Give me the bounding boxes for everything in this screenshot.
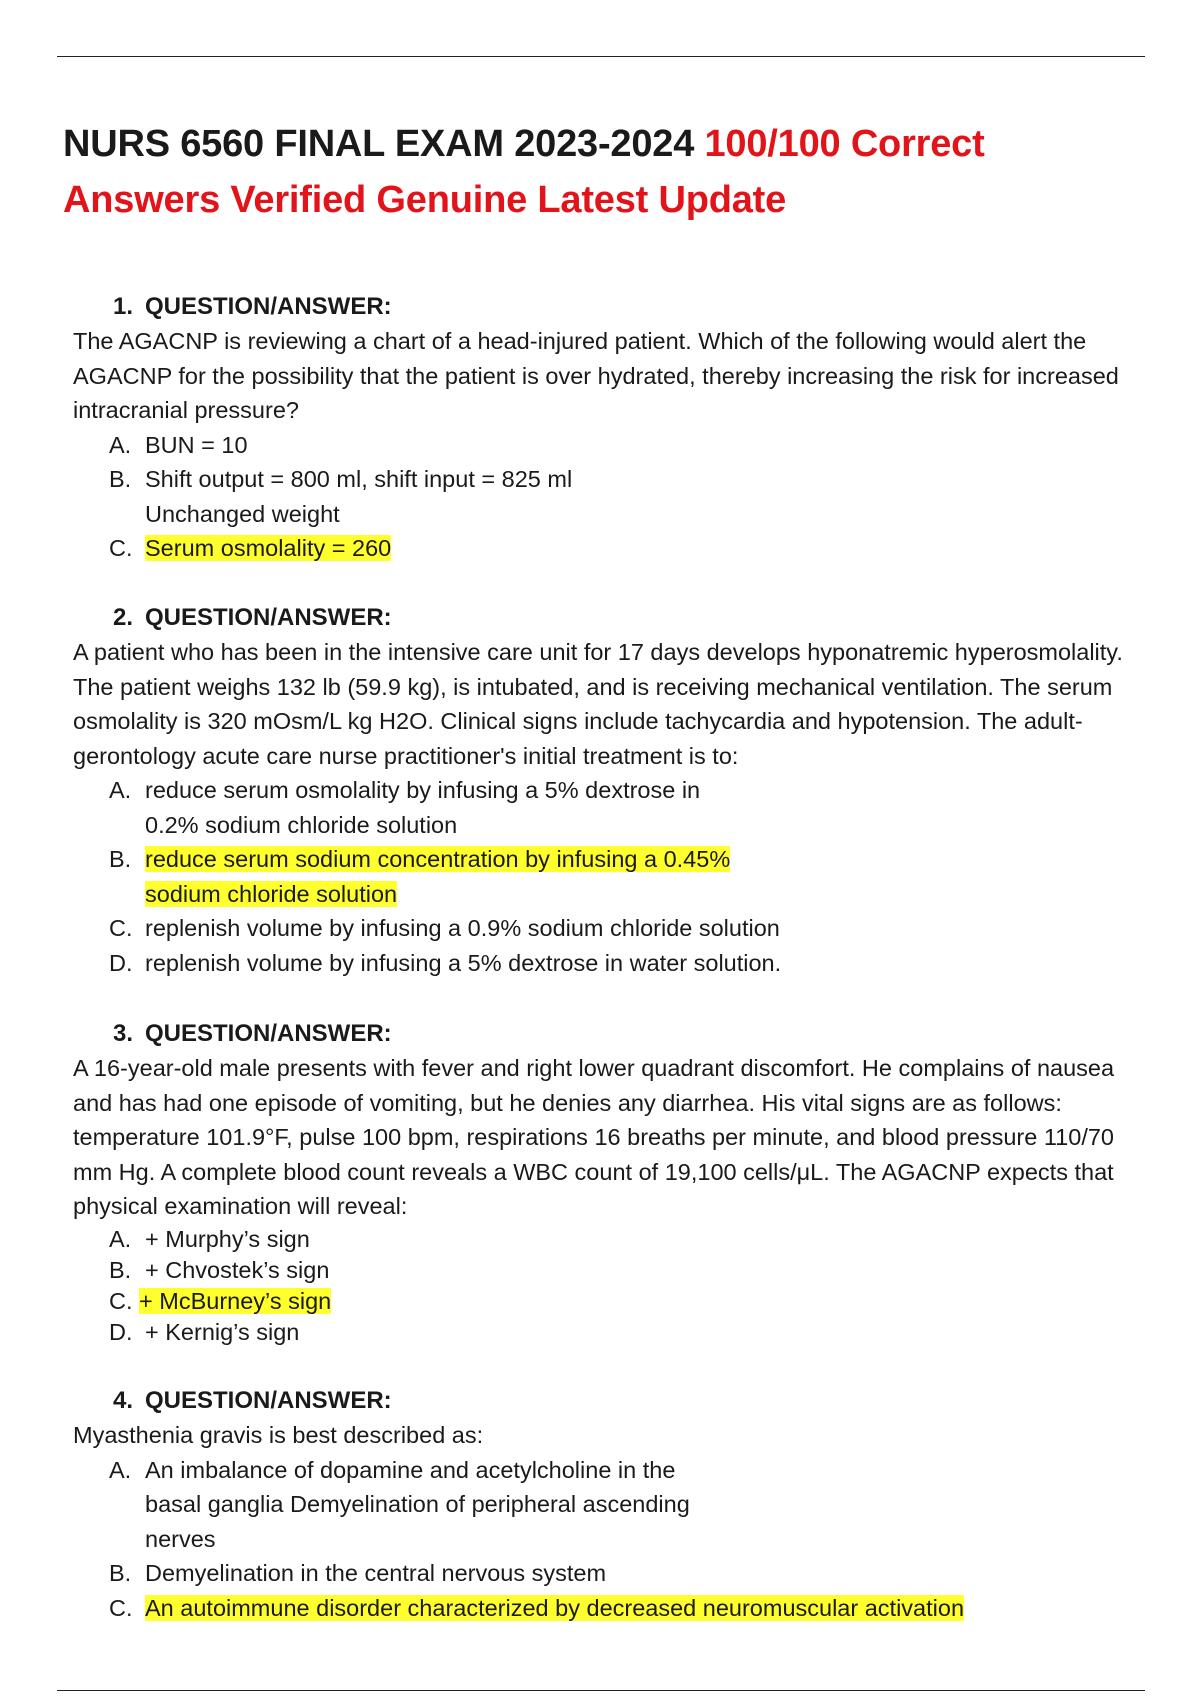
top-rule [57, 56, 1145, 57]
bottom-rule [57, 1690, 1145, 1691]
option-d [73, 1317, 1153, 1348]
option-letter: C. [109, 1594, 133, 1621]
option-text: + Murphy’s sign [145, 1225, 310, 1252]
option-b [73, 1255, 1153, 1286]
option-a [73, 428, 1153, 463]
title-red-1: 100/100 Correct [704, 123, 985, 165]
option-letter: A. [109, 431, 132, 458]
option-letter: C. [109, 915, 133, 941]
option-letter: A. [109, 1456, 132, 1483]
question-text: Myasthenia gravis is best described as: [73, 1422, 484, 1448]
correct-answer-highlight: Serum osmolality = 260 [145, 535, 392, 561]
question-text: A patient who has been in the intensive care unit for 17 days develops hyponatremic hyperosmolality. The patient weighs 132 lb (59.9 kg), is intubated, and is receiving mechanical ventilation. The serum osmolality is 320 mOsm/L kg H2O. Clinical signs include tachycardia and hypotension. The adult-gerontology acute care nurse practitioner's initial treatment is to: [73, 639, 1123, 769]
option-list [73, 773, 1153, 980]
option-list [73, 428, 1153, 566]
question-1 [73, 290, 1153, 566]
question-heading [113, 290, 1153, 324]
question-label: QUESTION/ANSWER: [145, 293, 392, 320]
question-heading [113, 1017, 1153, 1051]
option-text: + Kernig’s sign [145, 1318, 300, 1345]
option-text: + Chvostek’s sign [145, 1256, 330, 1283]
correct-answer-highlight: An autoimmune disorder characterized by decreased neuromuscular activation [145, 1594, 965, 1621]
option-text: reduce serum osmolality by infusing a 5% dextrose in 0.2% sodium chloride solution [145, 777, 701, 838]
option-text: replenish volume by infusing a 5% dextrose in water solution. [145, 949, 782, 976]
option-b [73, 1556, 1153, 1591]
question-heading [113, 601, 1153, 635]
option-letter: A. [109, 1225, 132, 1252]
option-c [73, 531, 1153, 566]
option-c [73, 1591, 1153, 1626]
option-text: Demyelination in the central nervous system [145, 1560, 607, 1586]
title-black: NURS 6560 FINAL EXAM 2023-2024 [63, 123, 705, 165]
option-text: An imbalance of dopamine and acetylcholine in the basal ganglia Demyelination of peripheral ascending nerves [145, 1456, 690, 1552]
question-number: 4. [113, 1387, 134, 1414]
question-number: 1. [113, 293, 134, 320]
option-list [73, 1453, 1153, 1626]
correct-answer-highlight: + McBurney’s sign [139, 1287, 332, 1314]
option-d [73, 946, 1153, 981]
option-a [73, 1224, 1153, 1255]
question-text: The AGACNP is reviewing a chart of a head-injured patient. Which of the following would alert the AGACNP for the possibility that the patient is over hydrated, thereby increasing the risk for increased intracranial pressure? [73, 328, 1119, 423]
option-text: replenish volume by infusing a 0.9% sodium chloride solution [145, 915, 780, 941]
option-list [73, 1224, 1153, 1348]
question-2 [73, 601, 1153, 980]
option-a [73, 1453, 1153, 1557]
option-c [73, 1286, 1153, 1317]
option-letter: D. [109, 949, 133, 976]
title-red-2: Answers Verified Genuine Latest Update [63, 179, 787, 221]
question-number: 3. [113, 1020, 134, 1047]
option-letter: B. [109, 1256, 132, 1283]
page-title [63, 116, 1143, 228]
correct-answer-highlight: reduce serum sodium concentration by infusing a 0.45% sodium chloride solution [145, 846, 731, 907]
option-letter: C. [109, 1287, 133, 1314]
option-letter: B. [109, 1560, 132, 1586]
question-number: 2. [113, 604, 134, 631]
question-heading [113, 1384, 1153, 1418]
question-4 [73, 1384, 1153, 1625]
option-b [73, 842, 1153, 911]
option-letter: C. [109, 535, 133, 561]
question-label: QUESTION/ANSWER: [145, 1387, 392, 1414]
question-label: QUESTION/ANSWER: [145, 1020, 392, 1047]
question-label: QUESTION/ANSWER: [145, 604, 392, 631]
option-a [73, 773, 1153, 842]
option-text: BUN = 10 [145, 431, 248, 458]
option-text: Shift output = 800 ml, shift input = 825 ml Unchanged weight [145, 466, 573, 527]
option-c [73, 911, 1153, 946]
question-3 [73, 1017, 1153, 1348]
option-letter: B. [109, 846, 132, 872]
option-letter: B. [109, 466, 132, 492]
option-letter: A. [109, 777, 132, 803]
question-text: A 16-year-old male presents with fever and right lower quadrant discomfort. He complains of nausea and has had one episode of vomiting, but he denies any diarrhea. His vital signs are as follows: temperature 101.9°F, pulse 100 bpm, respirations 16 breaths per minute, and blood pressure 110/70 mm Hg. A complete blood count reveals a WBC count of 19,100 cells/μL. The AGACNP expects that physical examination will reveal: [73, 1055, 1115, 1219]
option-letter: D. [109, 1318, 133, 1345]
option-b [73, 462, 1153, 531]
